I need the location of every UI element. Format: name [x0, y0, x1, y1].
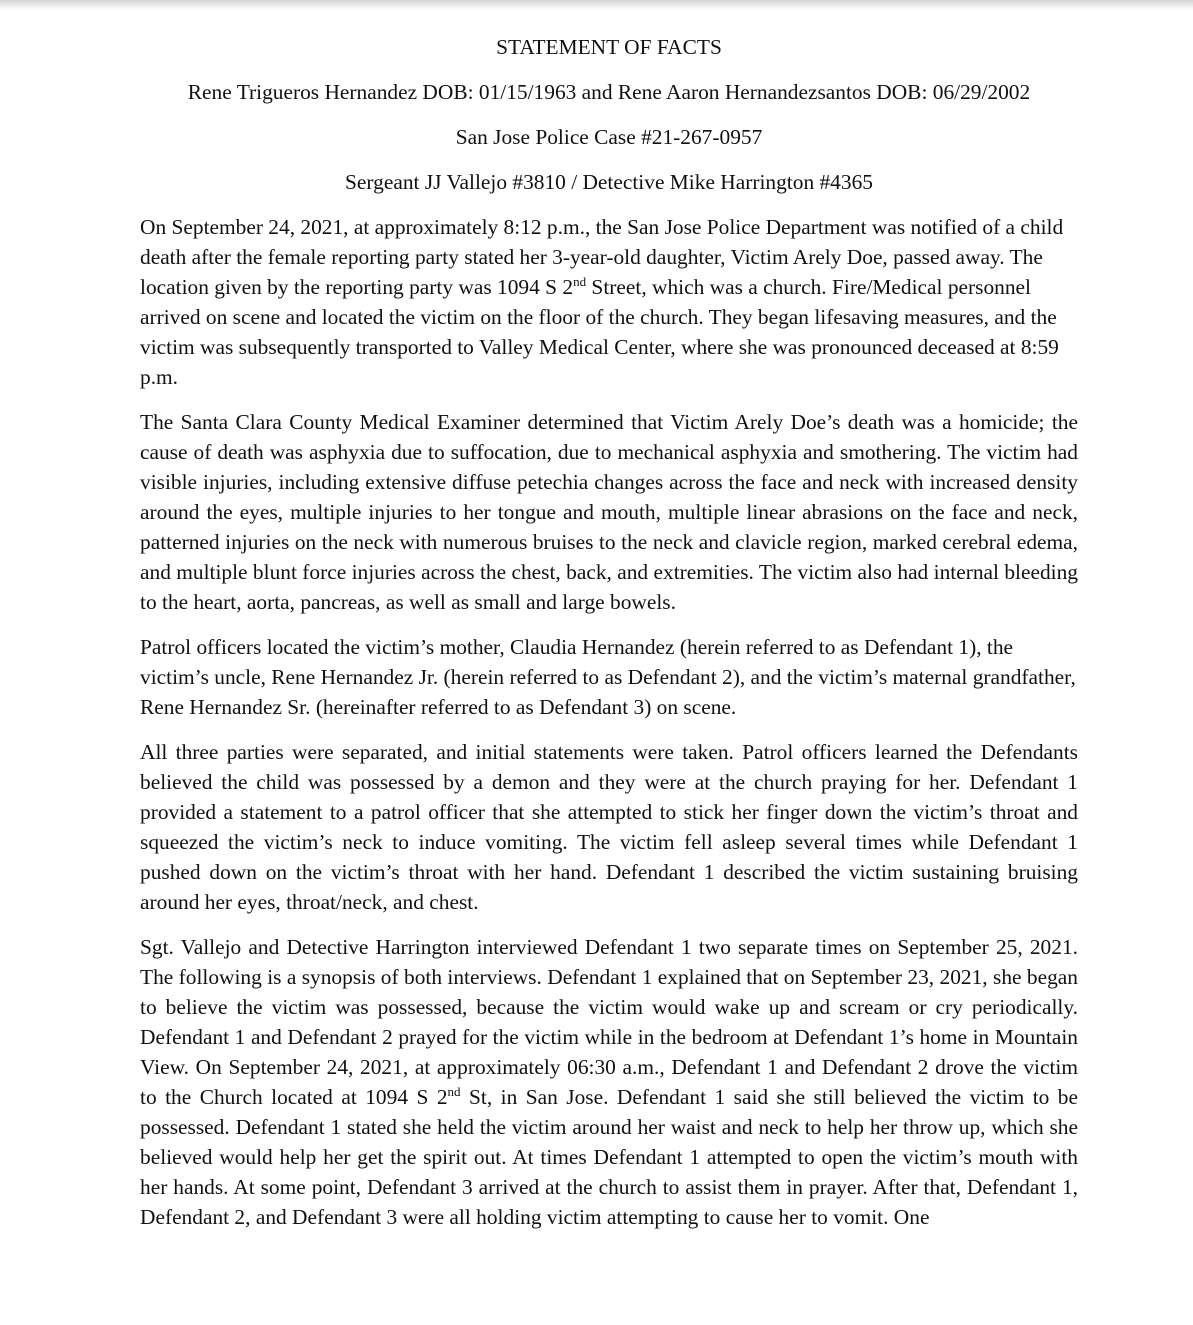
- paragraph-notification: [140, 212, 1078, 392]
- paragraph-notification-text-a: On September 24, 2021, at approximately 8:12 p.m., the San Jose Police Department was notified of a child death after the female reporting party stated her 3-year-old daughter, Victim Arely Doe, passed away. The location given by the reporting party was 1094 S 2: [140, 215, 1064, 299]
- paragraph-interviews: [140, 932, 1078, 1232]
- document-page: [140, 32, 1078, 1247]
- case-number-line: San Jose Police Case #21-267-0957: [455, 125, 763, 149]
- defendants-line: Rene Trigueros Hernandez DOB: 01/15/1963 and Rene Aaron Hernandezsantos DOB: 06/29/2002: [187, 80, 1031, 104]
- document-title: STATEMENT OF FACTS: [496, 35, 722, 59]
- paragraph-notification-text-b: Street, which was a church. Fire/Medical personnel arrived on scene and located the victim on the floor of the church. They began lifesaving measures, and the victim was subsequently transported to Valley Medical Center, where she was pronounced deceased at 8:59 p.m.: [140, 275, 1059, 389]
- ordinal-suffix: nd: [573, 274, 587, 289]
- ordinal-suffix: nd: [447, 1084, 461, 1099]
- viewer-top-shadow: [0, 0, 1193, 10]
- paragraph-interviews-text-b: St, in San Jose. Defendant 1 said she still believed the victim to be possessed. Defendant 1 stated she held the victim around her waist and neck to help her throw up, which she believed would help her get the spirit out. At times Defendant 1 attempted to open the victim’s mouth with her hands. At some point, Defendant 3 arrived at the church to assist them in prayer. After that, Defendant 1, Defendant 2, and Defendant 3 were all holding victim attempting to cause her to vomit. One: [140, 1085, 1078, 1229]
- paragraph-defendants-located: Patrol officers located the victim’s mother, Claudia Hernandez (herein referred to as Defendant 1), the victim’s uncle, Rene Hernandez Jr. (herein referred to as Defendant 2), and the victim’s maternal grandfather, Rene Hernandez Sr. (hereinafter referred to as Defendant 3) on scene.: [140, 635, 1076, 719]
- paragraph-interviews-text-a: Sgt. Vallejo and Detective Harrington interviewed Defendant 1 two separate times on September 25, 2021. The following is a synopsis of both interviews. Defendant 1 explained that on September 23, 2021, she began to believe the victim was possessed, because the victim would wake up and scream or cry periodically. Defendant 1 and Defendant 2 prayed for the victim while in the bedroom at Defendant 1’s home in Mountain View. On September 24, 2021, at approximately 06:30 a.m., Defendant 1 and Defendant 2 drove the victim to the Church located at 1094 S 2: [140, 935, 1078, 1109]
- paragraph-initial-statements: All three parties were separated, and initial statements were taken. Patrol officers learned the Defendants believed the child was possessed by a demon and they were at the church praying for her. Defendant 1 provided a statement to a patrol officer that she attempted to stick her finger down the victim’s throat and squeezed the victim’s neck to induce vomiting. The victim fell asleep several times while Defendant 1 pushed down on the victim’s throat with her hand. Defendant 1 described the victim sustaining bruising around her eyes, throat/neck, and chest.: [140, 740, 1078, 914]
- paragraph-medical-examiner: The Santa Clara County Medical Examiner determined that Victim Arely Doe’s death was a homicide; the cause of death was asphyxia due to suffocation, due to mechanical asphyxia and smothering. The victim had visible injuries, including extensive diffuse petechia changes across the face and neck with increased density around the eyes, multiple injuries to her tongue and mouth, multiple linear abrasions on the face and neck, patterned injuries on the neck with numerous bruises to the neck and clavicle region, marked cerebral edema, and multiple blunt force injuries across the chest, back, and extremities. The victim also had internal bleeding to the heart, aorta, pancreas, as well as small and large bowels.: [140, 410, 1078, 614]
- officers-line: Sergeant JJ Vallejo #3810 / Detective Mike Harrington #4365: [345, 170, 873, 194]
